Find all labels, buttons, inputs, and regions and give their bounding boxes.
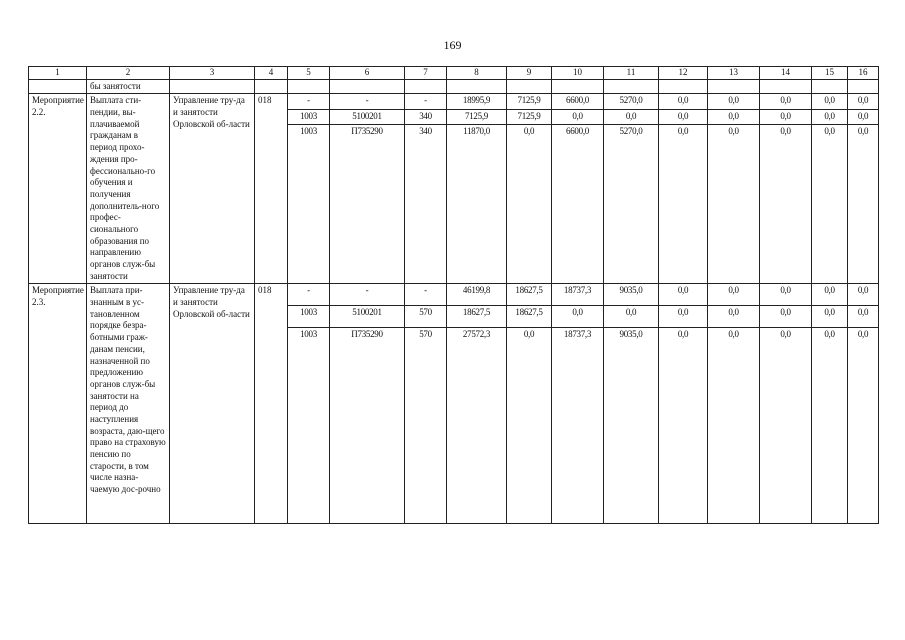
page-number: 169 xyxy=(443,38,462,52)
value-cell-col-12: 0,0 xyxy=(659,328,708,524)
value-cell-col-11: 5270,0 xyxy=(604,124,659,284)
measure-description: Выплата при-знанным в ус-тановленном порядке безра-ботными граж-данам пенсии, назначенной по предложению органов служ-бы занятости на период до наступления возраста, даю-щего право на страховую пенсию по старости, в том числе назна-чаемую дос-рочно xyxy=(87,284,170,524)
value-cell-col-8: 27572,3 xyxy=(447,328,507,524)
value-cell-col-11: 9035,0 xyxy=(604,328,659,524)
value-cell-col-13: 0,0 xyxy=(708,284,760,306)
value-cell-col-16: 0,0 xyxy=(848,124,879,284)
value-cell-col-9: 7125,9 xyxy=(507,94,552,109)
value-cell-col-12: 0,0 xyxy=(659,109,708,124)
value-cell-col-10: 6600,0 xyxy=(552,94,604,109)
value-cell-col-14: 0,0 xyxy=(760,124,812,284)
header-col-13: 13 xyxy=(708,67,760,80)
value-cell-col-15: 0,0 xyxy=(812,306,848,328)
value-cell-col-7: 340 xyxy=(405,109,447,124)
value-cell-col-6: - xyxy=(330,284,405,306)
header-col-3: 3 xyxy=(170,67,255,80)
value-cell-col-13: 0,0 xyxy=(708,124,760,284)
value-cell-col-14: 0,0 xyxy=(760,284,812,306)
value-cell-col-13: 0,0 xyxy=(708,109,760,124)
header-col-12: 12 xyxy=(659,67,708,80)
value-cell-col-10: 0,0 xyxy=(552,306,604,328)
value-cell-col-14: 0,0 xyxy=(760,328,812,524)
value-cell-col-15: 0,0 xyxy=(812,328,848,524)
value-cell-col-9: 18627,5 xyxy=(507,284,552,306)
value-cell-col-6: П735290 xyxy=(330,124,405,284)
table-row xyxy=(29,94,879,109)
value-cell-col-10: 0,0 xyxy=(552,109,604,124)
table-row xyxy=(29,284,879,306)
value-cell-col-5: 1003 xyxy=(288,124,330,284)
value-cell-col-14: 0,0 xyxy=(760,109,812,124)
value-cell-col-12: 0,0 xyxy=(659,284,708,306)
header-col-15: 15 xyxy=(812,67,848,80)
value-cell-col-8: 18995,9 xyxy=(447,94,507,109)
value-cell-col-15: 0,0 xyxy=(812,124,848,284)
measure-executor: Управление тру-да и занятости Орловской об-ласти xyxy=(170,94,255,284)
value-cell-col-14: 0,0 xyxy=(760,94,812,109)
header-col-1: 1 xyxy=(29,67,87,80)
value-cell-col-12: 0,0 xyxy=(659,94,708,109)
value-cell-col-5: 1003 xyxy=(288,306,330,328)
header-col-2: 2 xyxy=(87,67,170,80)
header-col-7: 7 xyxy=(405,67,447,80)
header-col-8: 8 xyxy=(447,67,507,80)
value-cell-col-12: 0,0 xyxy=(659,306,708,328)
value-cell-col-7: - xyxy=(405,284,447,306)
value-cell-col-10: 6600,0 xyxy=(552,124,604,284)
value-cell-col-16: 0,0 xyxy=(848,328,879,524)
header-col-9: 9 xyxy=(507,67,552,80)
value-cell-col-16: 0,0 xyxy=(848,94,879,109)
table-body xyxy=(29,79,879,524)
value-cell-col-11: 9035,0 xyxy=(604,284,659,306)
header-col-6: 6 xyxy=(330,67,405,80)
value-cell-col-9: 18627,5 xyxy=(507,306,552,328)
continuation-row xyxy=(29,79,879,94)
value-cell-col-14: 0,0 xyxy=(760,306,812,328)
value-cell-col-8: 11870,0 xyxy=(447,124,507,284)
value-cell-col-8: 18627,5 xyxy=(447,306,507,328)
value-cell-col-8: 7125,9 xyxy=(447,109,507,124)
value-cell-col-16: 0,0 xyxy=(848,109,879,124)
value-cell-col-5: - xyxy=(288,284,330,306)
budget-table xyxy=(28,66,879,524)
measure-name: Мероприятие 2.3. xyxy=(29,284,87,524)
measure-executor: Управление тру-да и занятости Орловской об-ласти xyxy=(170,284,255,524)
value-cell-col-8: 46199,8 xyxy=(447,284,507,306)
value-cell-col-5: - xyxy=(288,94,330,109)
measure-grbs: 018 xyxy=(255,94,288,284)
value-cell-col-9: 0,0 xyxy=(507,328,552,524)
value-cell-col-6: 5100201 xyxy=(330,109,405,124)
header-row xyxy=(29,67,879,80)
value-cell-col-9: 0,0 xyxy=(507,124,552,284)
value-cell-col-7: - xyxy=(405,94,447,109)
value-cell-col-15: 0,0 xyxy=(812,284,848,306)
header-col-4: 4 xyxy=(255,67,288,80)
value-cell-col-13: 0,0 xyxy=(708,94,760,109)
value-cell-col-13: 0,0 xyxy=(708,306,760,328)
value-cell-col-13: 0,0 xyxy=(708,328,760,524)
value-cell-col-6: - xyxy=(330,94,405,109)
header-col-5: 5 xyxy=(288,67,330,80)
value-cell-col-7: 340 xyxy=(405,124,447,284)
header-col-11: 11 xyxy=(604,67,659,80)
value-cell-col-16: 0,0 xyxy=(848,306,879,328)
value-cell-col-10: 18737,3 xyxy=(552,284,604,306)
header-col-16: 16 xyxy=(848,67,879,80)
value-cell-col-7: 570 xyxy=(405,328,447,524)
value-cell-col-7: 570 xyxy=(405,306,447,328)
value-cell-col-5: 1003 xyxy=(288,109,330,124)
value-cell-col-6: П735290 xyxy=(330,328,405,524)
measure-description: Выплата сти-пендии, вы-плачиваемой гражданам в период прохо-ждения про-фессионально-го обучения и получения дополнитель-ного профес-сионального образования по направлению органов служ-бы занятости xyxy=(87,94,170,284)
value-cell-col-6: 5100201 xyxy=(330,306,405,328)
header-col-10: 10 xyxy=(552,67,604,80)
value-cell-col-5: 1003 xyxy=(288,328,330,524)
header-col-14: 14 xyxy=(760,67,812,80)
value-cell-col-15: 0,0 xyxy=(812,109,848,124)
measure-name: Мероприятие 2.2. xyxy=(29,94,87,284)
continuation-cell-empty xyxy=(29,79,87,94)
value-cell-col-11: 0,0 xyxy=(604,306,659,328)
value-cell-col-12: 0,0 xyxy=(659,124,708,284)
measure-grbs: 018 xyxy=(255,284,288,524)
value-cell-col-10: 18737,3 xyxy=(552,328,604,524)
value-cell-col-11: 0,0 xyxy=(604,109,659,124)
value-cell-col-11: 5270,0 xyxy=(604,94,659,109)
value-cell-col-9: 7125,9 xyxy=(507,109,552,124)
continuation-text: бы занятости xyxy=(87,79,170,94)
value-cell-col-16: 0,0 xyxy=(848,284,879,306)
value-cell-col-15: 0,0 xyxy=(812,94,848,109)
